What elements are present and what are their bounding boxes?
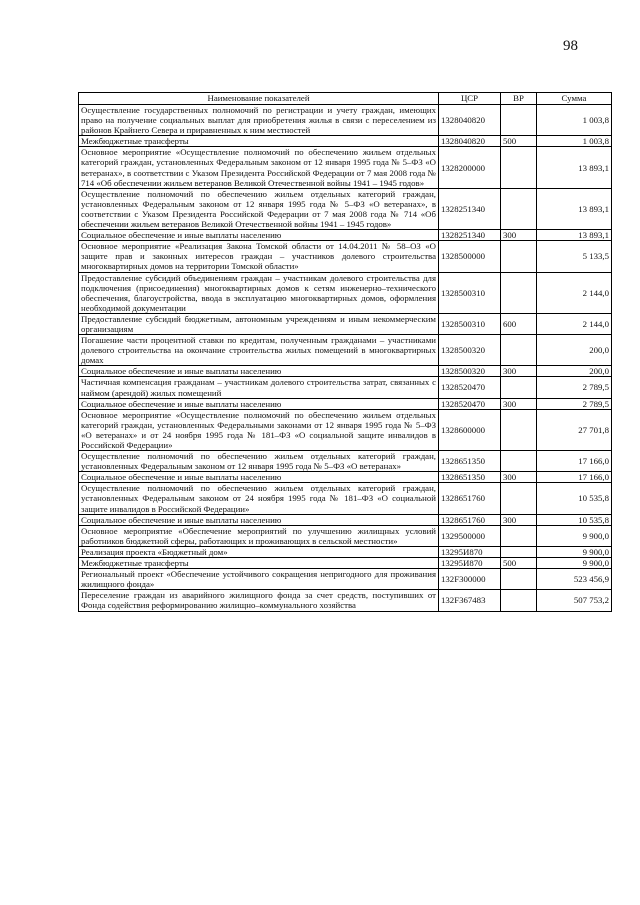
page-number: 98 [563, 38, 578, 54]
cell-name: Социальное обеспечение и иные выплаты населению [79, 366, 439, 377]
cell-csr: 13295И870 [439, 558, 501, 569]
cell-name: Осуществление государственных полномочий по регистрации и учету граждан, имеющих право на получение социальных выплат для приобретения жилья в связи с переселением из районов Крайнего Севера и приравненных к ним местностей [79, 105, 439, 136]
cell-name: Социальное обеспечение и иные выплаты населению [79, 472, 439, 483]
cell-sum: 1 003,8 [537, 136, 612, 147]
table-row [79, 377, 612, 398]
table-row [79, 272, 612, 313]
table-row [79, 136, 612, 147]
cell-csr: 1328651760 [439, 483, 501, 514]
cell-csr: 132F300000 [439, 569, 501, 590]
table-row [79, 241, 612, 272]
table-row [79, 366, 612, 377]
table-row [79, 409, 612, 450]
cell-csr: 1328500310 [439, 313, 501, 334]
budget-table [78, 92, 612, 612]
header-csr: ЦСР [439, 93, 501, 105]
cell-vr [501, 525, 537, 546]
cell-vr [501, 451, 537, 472]
cell-vr: 300 [501, 514, 537, 525]
cell-vr [501, 147, 537, 188]
table-row [79, 569, 612, 590]
table-header-row [79, 93, 612, 105]
cell-sum: 507 753,2 [537, 590, 612, 611]
cell-name: Основное мероприятие «Осуществление полномочий по обеспечению жильем отдельных категорий граждан, установленных Федеральными законами от 12 января 1995 года № 5–ФЗ «О ветеранах» и от 24 ноября 1995 года № 181–ФЗ «О социальной защите инвалидов в Российской Федерации» [79, 409, 439, 450]
cell-csr: 13295И870 [439, 546, 501, 557]
cell-sum: 200,0 [537, 335, 612, 366]
table-row [79, 147, 612, 188]
cell-csr: 1328651350 [439, 472, 501, 483]
cell-name: Осуществление полномочий по обеспечению жильем отдельных категорий граждан, установленных Федеральным законом от 12 января 1995 года № 5–ФЗ «О ветеранах» [79, 451, 439, 472]
cell-sum: 17 166,0 [537, 472, 612, 483]
cell-name: Реализация проекта «Бюджетный дом» [79, 546, 439, 557]
cell-csr: 1328500310 [439, 272, 501, 313]
table-row [79, 590, 612, 611]
cell-sum: 13 893,1 [537, 230, 612, 241]
cell-vr [501, 335, 537, 366]
cell-sum: 5 133,5 [537, 241, 612, 272]
cell-csr: 1328651350 [439, 451, 501, 472]
cell-vr [501, 409, 537, 450]
header-sum: Сумма [537, 93, 612, 105]
cell-sum: 9 900,0 [537, 546, 612, 557]
table-row [79, 230, 612, 241]
cell-name: Основное мероприятие «Обеспечение мероприятий по улучшению жилищных условий работников бюджетной сферы, работающих и проживающих в сельской местности» [79, 525, 439, 546]
cell-vr: 300 [501, 366, 537, 377]
cell-vr [501, 546, 537, 557]
table-row [79, 546, 612, 557]
cell-csr: 1328520470 [439, 377, 501, 398]
cell-sum: 13 893,1 [537, 188, 612, 229]
cell-csr: 132F367483 [439, 590, 501, 611]
cell-sum: 2 789,5 [537, 377, 612, 398]
table-row [79, 558, 612, 569]
cell-name: Социальное обеспечение и иные выплаты населению [79, 230, 439, 241]
cell-sum: 9 900,0 [537, 525, 612, 546]
table-row [79, 188, 612, 229]
cell-vr [501, 569, 537, 590]
cell-vr [501, 590, 537, 611]
cell-sum: 10 535,8 [537, 514, 612, 525]
cell-name: Погашение части процентной ставки по кредитам, полученным гражданами – участниками долевого строительства на окончание строительства жилых помещений в многоквартирных домах [79, 335, 439, 366]
cell-csr: 1329500000 [439, 525, 501, 546]
table-row [79, 451, 612, 472]
header-vr: ВР [501, 93, 537, 105]
cell-sum: 2 144,0 [537, 272, 612, 313]
cell-name: Межбюджетные трансферты [79, 558, 439, 569]
table-row [79, 525, 612, 546]
cell-csr: 1328251340 [439, 230, 501, 241]
cell-vr [501, 377, 537, 398]
cell-csr: 1328500320 [439, 335, 501, 366]
table-row [79, 398, 612, 409]
cell-csr: 1328651760 [439, 514, 501, 525]
cell-name: Осуществление полномочий по обеспечению жильем отдельных категорий граждан, установленных Федеральным законом от 24 ноября 1995 года № 181–ФЗ «О социальной защите инвалидов в Российской Федерации» [79, 483, 439, 514]
cell-csr: 1328200000 [439, 147, 501, 188]
cell-sum: 1 003,8 [537, 105, 612, 136]
table-row [79, 335, 612, 366]
cell-name: Основное мероприятие «Осуществление полномочий по обеспечению жильем отдельных категорий граждан, установленных Федеральным законом от 12 января 1995 года № 5–ФЗ «О ветеранах», в соответствии с Указом Президента Российской Федерации от 7 мая 2008 года № 714 «Об обеспечении жильем ветеранов Великой Отечественной войны 1941 – 1945 годов» [79, 147, 439, 188]
cell-vr [501, 105, 537, 136]
cell-csr: 1328500000 [439, 241, 501, 272]
cell-sum: 10 535,8 [537, 483, 612, 514]
cell-name: Предоставление субсидий объединениям граждан – участникам долевого строительства для подключения (присоединения) многоквартирных домов к сетям инженерно–технического обеспечения, благоустройства, ввода в эксплуатацию многоквартирных домов, оформления необходимой документации [79, 272, 439, 313]
cell-name: Основное мероприятие «Реализация Закона Томской области от 14.04.2011 № 58–ОЗ «О защите прав и законных интересов граждан – участников долевого строительства многоквартирных домов на территории Томской области» [79, 241, 439, 272]
cell-sum: 2 144,0 [537, 313, 612, 334]
header-name: Наименование показателей [79, 93, 439, 105]
cell-name: Социальное обеспечение и иные выплаты населению [79, 398, 439, 409]
cell-vr: 600 [501, 313, 537, 334]
cell-csr: 1328600000 [439, 409, 501, 450]
table-body [79, 105, 612, 612]
cell-sum: 13 893,1 [537, 147, 612, 188]
cell-name: Предоставление субсидий бюджетным, автономным учреждениям и иным некоммерческим организациям [79, 313, 439, 334]
cell-sum: 2 789,5 [537, 398, 612, 409]
cell-name: Переселение граждан из аварийного жилищного фонда за счет средств, поступивших от Фонда содействия реформированию жилищно–коммунального хозяйства [79, 590, 439, 611]
cell-name: Частичная компенсация гражданам – участникам долевого строительства затрат, связанных с наймом (арендой) жилых помещений [79, 377, 439, 398]
cell-sum: 9 900,0 [537, 558, 612, 569]
cell-vr [501, 272, 537, 313]
cell-csr: 1328520470 [439, 398, 501, 409]
table-row [79, 472, 612, 483]
cell-vr [501, 241, 537, 272]
cell-name: Региональный проект «Обеспечение устойчивого сокращения непригодного для проживания жилищного фонда» [79, 569, 439, 590]
cell-vr [501, 483, 537, 514]
cell-vr: 500 [501, 136, 537, 147]
cell-sum: 200,0 [537, 366, 612, 377]
cell-vr: 300 [501, 472, 537, 483]
cell-name: Межбюджетные трансферты [79, 136, 439, 147]
cell-vr [501, 188, 537, 229]
table-row [79, 313, 612, 334]
cell-csr: 1328500320 [439, 366, 501, 377]
cell-name: Социальное обеспечение и иные выплаты населению [79, 514, 439, 525]
cell-csr: 1328251340 [439, 188, 501, 229]
table-row [79, 105, 612, 136]
cell-sum: 27 701,8 [537, 409, 612, 450]
cell-name: Осуществление полномочий по обеспечению жильем отдельных категорий граждан, установленных Федеральным законом от 12 января 1995 года № 5–ФЗ «О ветеранах», в соответствии с Указом Президента Российской Федерации от 7 мая 2008 года № 714 «Об обеспечении жильем ветеранов Великой Отечественной войны 1941 – 1945 годов» [79, 188, 439, 229]
cell-csr: 1328040820 [439, 105, 501, 136]
cell-sum: 17 166,0 [537, 451, 612, 472]
cell-vr: 300 [501, 398, 537, 409]
table-row [79, 514, 612, 525]
cell-vr: 500 [501, 558, 537, 569]
cell-csr: 1328040820 [439, 136, 501, 147]
table-row [79, 483, 612, 514]
cell-sum: 523 456,9 [537, 569, 612, 590]
cell-vr: 300 [501, 230, 537, 241]
